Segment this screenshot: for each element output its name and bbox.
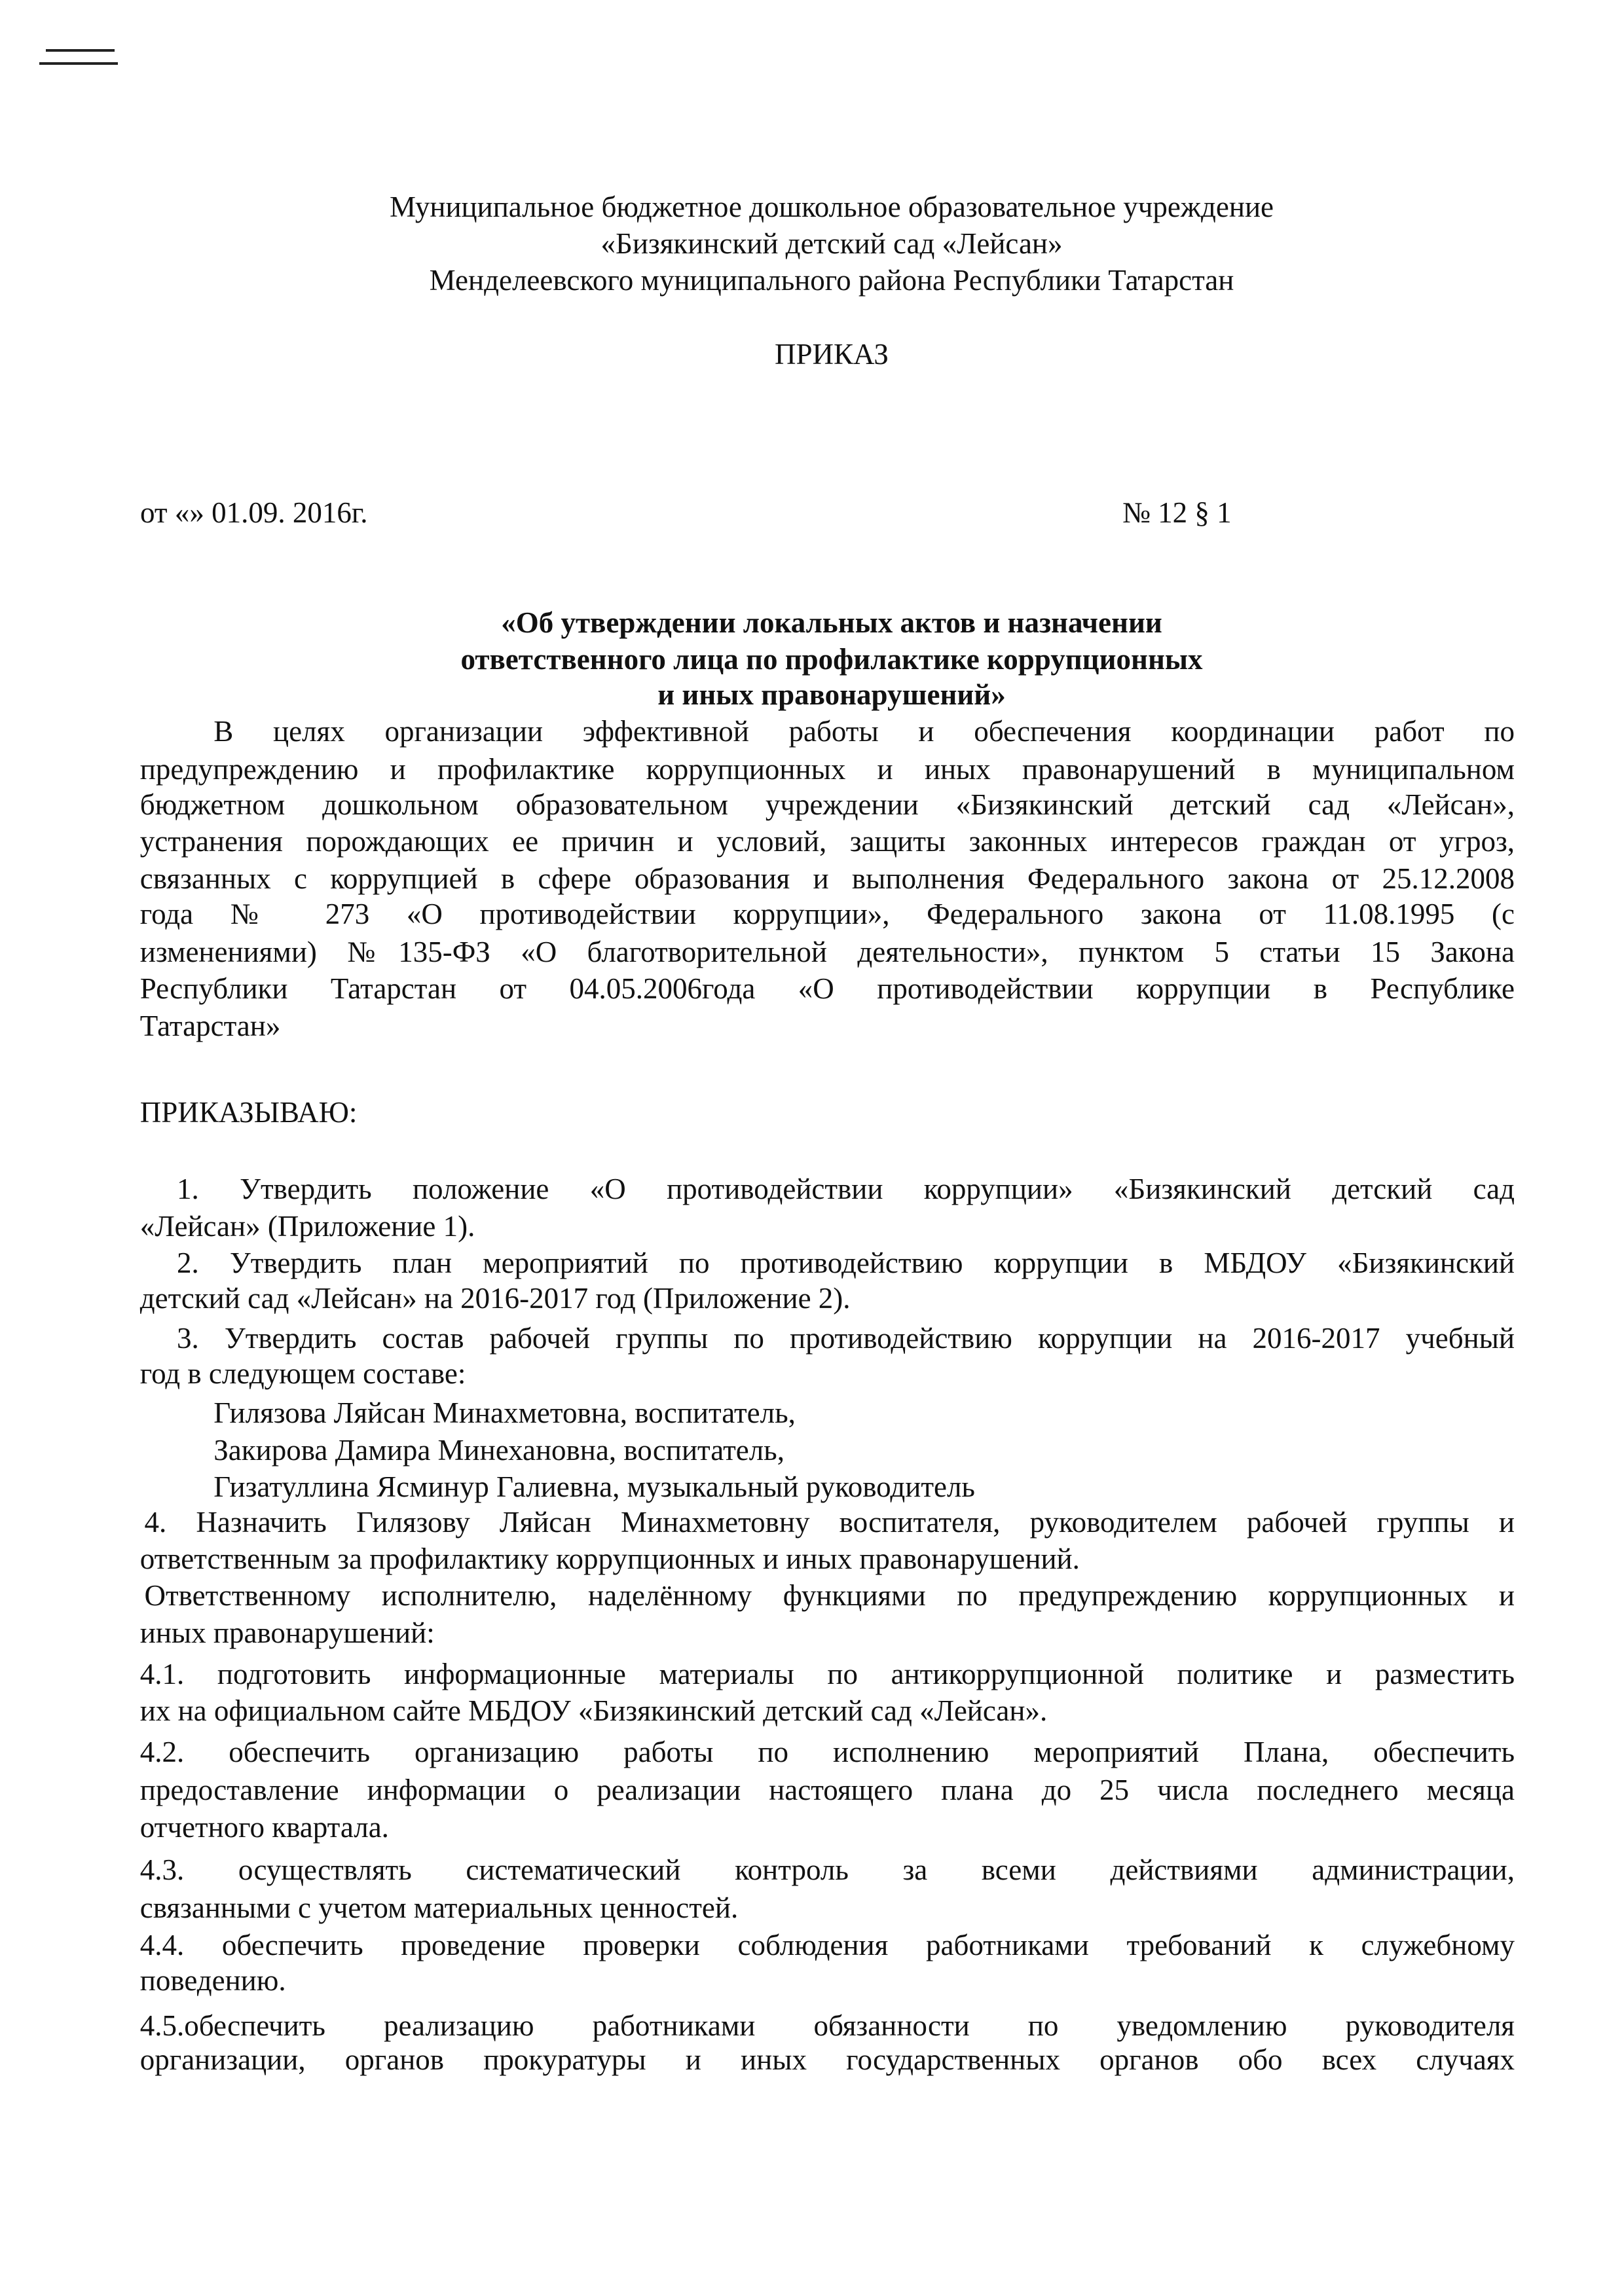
body-text-line: 3. Утвердить состав рабочей группы по противодействию коррупции на 2016-2017 учебный	[177, 1321, 1515, 1355]
body-text-line: В целях организации эффективной работы и обеспечения координации работ по	[213, 714, 1515, 748]
body-text-line: 4. Назначить Гилязову Ляйсан Минахметовну воспитателя, руководителем рабочей группы и	[144, 1505, 1515, 1539]
body-text-line: 4.3. осуществлять систематический контроль за всеми действиями администрации,	[139, 1853, 1515, 1886]
body-text-line: предоставление информации о реализации настоящего плана до 25 числа последнего месяца	[139, 1774, 1515, 1807]
body-text-line: 2. Утвердить план мероприятий по противодействию коррупции в МБДОУ «Бизякинский	[177, 1246, 1515, 1279]
body-text-line: Ответственному исполнителю, наделённому функциями по предупреждению коррупционных и	[144, 1579, 1515, 1613]
body-text-line: детский сад «Лейсан» на 2016-2017 год (Приложение 2).	[139, 1281, 851, 1315]
body-text-line: отчетного квартала.	[139, 1810, 389, 1844]
body-text-line: «Лейсан» (Приложение 1).	[139, 1209, 475, 1243]
body-text-line: организации, органов прокуратуры и иных государственных органов обо всех случаях	[139, 2043, 1515, 2076]
body-text-line: связанных с коррупцией в сфере образования и выполнения Федерального закона от 25.12.2008	[139, 862, 1515, 895]
body-text-line: 4.4. обеспечить проведение проверки соблюдения работниками требований к служебному	[139, 1928, 1515, 1961]
body-text-line: предупреждению и профилактике коррупционных и иных правонарушений в муниципальном	[139, 753, 1515, 786]
order-title-line: и иных правонарушений»	[657, 678, 1006, 711]
body-text-line: изменениями) №135-ФЗ «О благотворительной деятельности», пунктом 5 статьи 15 Закона	[139, 936, 1515, 968]
order-title-line: «Об утверждении локальных актов и назначении	[501, 606, 1162, 639]
order-directive-heading: ПРИКАЗЫВАЮ:	[139, 1096, 358, 1129]
body-text-line: Республики Татарстан от 04.05.2006года «О противодействии коррупции в Республике	[139, 972, 1515, 1006]
body-text-line: Гизатуллина Ясминур Галиевна, музыкальный руководитель	[213, 1470, 975, 1503]
body-text-line: их на официальном сайте МБДОУ «Бизякинский детский сад «Лейсан».	[139, 1694, 1048, 1727]
body-text-line: связанными с учетом материальных ценностей.	[139, 1891, 739, 1925]
body-text-line: устранения порождающих ее причин и условий, защиты законных интересов граждан от угроз,	[139, 825, 1515, 858]
order-title-line: ответственного лица по профилактике коррупционных	[460, 643, 1203, 676]
body-text-line: Закирова Дамира Минехановна, воспитатель,	[213, 1433, 784, 1467]
body-text-line: бюджетном дошкольном образовательном учреждении «Бизякинский детский сад «Лейсан»,	[139, 788, 1515, 821]
body-text-line: иных правонарушений:	[139, 1616, 435, 1649]
org-name-line: «Бизякинский детский сад «Лейсан»	[600, 227, 1063, 260]
body-text-line: Гилязова Ляйсан Минахметовна, воспитатель,	[213, 1396, 796, 1430]
document-type: ПРИКАЗ	[775, 338, 889, 371]
body-text-line: 4.1. подготовить информационные материалы по антикоррупционной политике и разместить	[139, 1657, 1515, 1690]
body-text-line: поведению.	[139, 1963, 286, 1997]
order-date: от «» 01.09. 2016г.	[140, 496, 368, 529]
org-name-line: Муниципальное бюджетное дошкольное образовательное учреждение	[390, 191, 1274, 223]
body-text-line: 4.5.обеспечить реализацию работниками обязанности по уведомлению руководителя	[139, 2009, 1515, 2043]
body-text-line: 1. Утвердить положение «О противодействии коррупции» «Бизякинский детский сад	[177, 1173, 1515, 1206]
body-text-line: года № 273 «О противодействии коррупции», Федерального закона от 11.08.1995 (с	[139, 897, 1515, 930]
org-name-line: Менделеевского муниципального района Республики Татарстан	[429, 264, 1234, 297]
order-number: № 12 § 1	[1122, 496, 1232, 529]
scan-mark	[39, 62, 118, 65]
body-text-line: 4.2. обеспечить организацию работы по исполнению мероприятий Плана, обеспечить	[139, 1735, 1515, 1768]
scan-mark	[46, 49, 115, 52]
body-text-line: Татарстан»	[139, 1009, 281, 1042]
body-text-line: ответственным за профилактику коррупционных и иных правонарушений.	[139, 1542, 1080, 1575]
body-text-line: год в следующем составе:	[139, 1357, 466, 1390]
